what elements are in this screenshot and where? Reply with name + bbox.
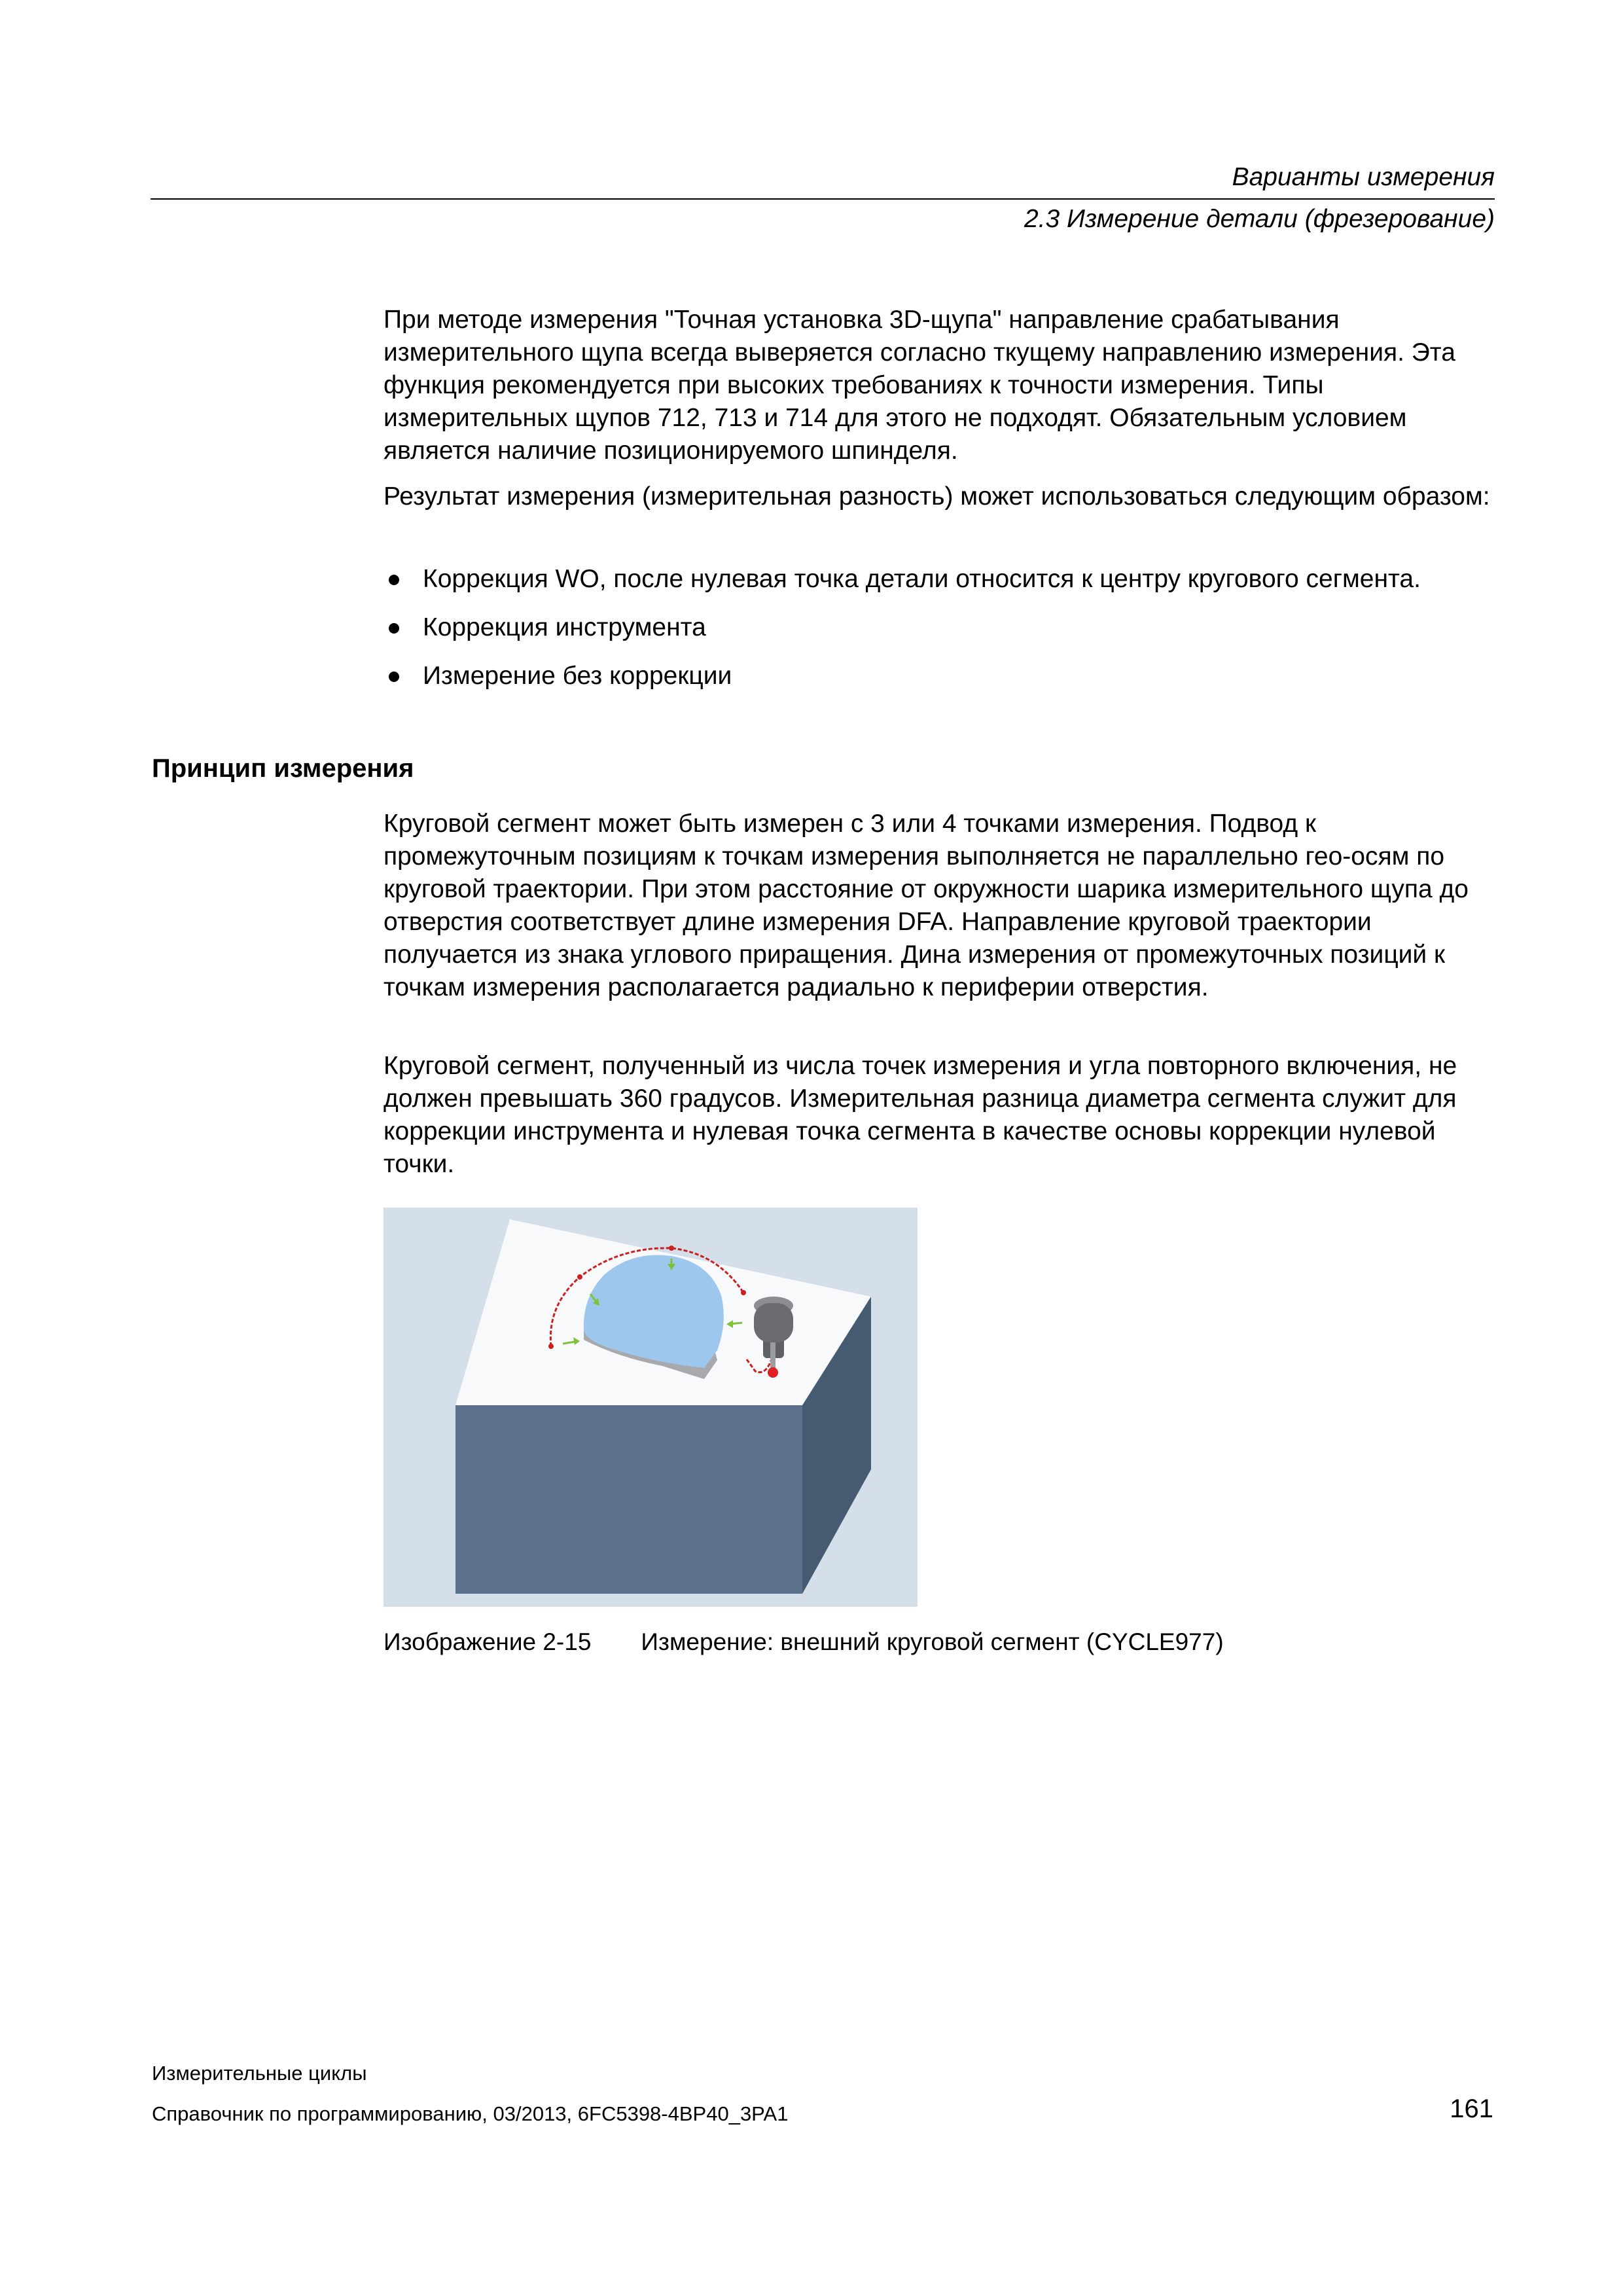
bullet-dot bbox=[389, 672, 399, 682]
page-number: 161 bbox=[1450, 2094, 1493, 2123]
section-heading: Принцип измерения bbox=[152, 754, 414, 783]
list-item-text: Коррекция WO, после нулевая точка детали относится к центру кругового сегмента. bbox=[423, 565, 1421, 593]
paragraph-segment-limits: Круговой сегмент, полученный из числа точек измерения и угла повторного включения, не должен превышать 360 градусов. Измерительная разница диаметра сегмента служит для коррекции инструмента и нулевая точка сегмента в качестве основы коррекции нулевой точки. bbox=[383, 1052, 1457, 1178]
path-point bbox=[741, 1290, 746, 1295]
path-point bbox=[577, 1274, 582, 1280]
figure-label: Изображение 2-15 bbox=[383, 1628, 592, 1655]
paragraph-measuring-principle: Круговой сегмент может быть измерен с 3 или 4 точками измерения. Подвод к промежуточным позициям к точкам измерения выполняется не параллельно гео-осям по круговой траектории. При этом расстояние от окружности шарика измерительного щупа до отверстия соответствует длине измерения DFA. Направление круговой траектории получается из знака углового приращения. Дина измерения от промежуточных позиций к точкам измерения располагается радиально к периферии отверстия. bbox=[383, 810, 1469, 1001]
header-chapter: Варианты измерения bbox=[1232, 163, 1495, 191]
probe-stylus bbox=[770, 1342, 776, 1369]
figure-title: Измерение: внешний круговой сегмент (CYCLE977) bbox=[641, 1628, 1224, 1655]
list-item-text: Коррекция инструмента bbox=[423, 613, 706, 641]
footer-manual-reference: Справочник по программированию, 03/2013, 6FC5398-4BP40_3PA1 bbox=[152, 2102, 789, 2125]
list-item bbox=[383, 563, 1509, 596]
block-front-face bbox=[455, 1405, 802, 1594]
header-rule bbox=[151, 198, 1495, 200]
figure-illustration bbox=[383, 1208, 918, 1607]
probe-housing bbox=[754, 1303, 793, 1342]
list-item bbox=[383, 660, 1509, 692]
paragraph-result-usage: Результат измерения (измерительная разность) может использоваться следующим образом: bbox=[383, 482, 1490, 511]
bullet-list bbox=[383, 563, 1509, 708]
list-item bbox=[383, 611, 1509, 644]
bullet-dot bbox=[389, 575, 399, 585]
figure-caption bbox=[383, 1628, 1224, 1656]
paragraph-probe-alignment: При методе измерения "Точная установка 3D-щупа" направление срабатывания измерительного щупа всегда выверяется согласно ткущему направлению измерения. Эта функция рекомендуется при высоких требованиях к точности измерения. Типы измерительных щупов 712, 713 и 714 для этого не подходят. Обязательным условием является наличие позиционируемого шпинделя. bbox=[383, 306, 1455, 465]
path-point bbox=[669, 1246, 674, 1251]
list-item-text: Измерение без коррекции bbox=[423, 662, 732, 690]
header-section: 2.3 Измерение детали (фрезерование) bbox=[1024, 205, 1495, 233]
bullet-dot bbox=[389, 623, 399, 634]
probe-ball bbox=[768, 1367, 778, 1378]
path-point bbox=[548, 1344, 554, 1349]
circular-segment-measurement-illustration bbox=[383, 1208, 918, 1607]
footer-manual-title: Измерительные циклы bbox=[152, 2062, 367, 2085]
